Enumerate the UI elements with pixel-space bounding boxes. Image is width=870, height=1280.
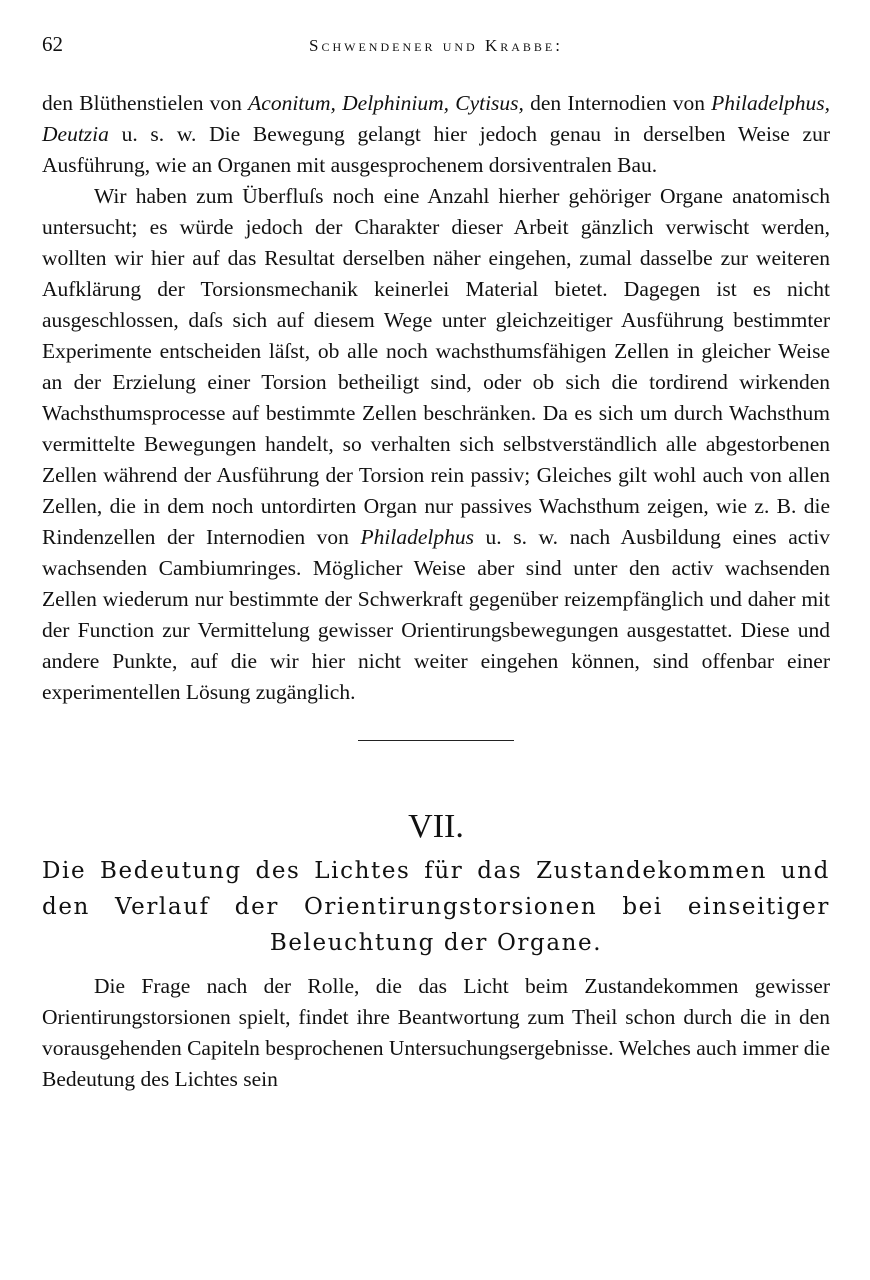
paragraph-continued: [42, 88, 830, 181]
italic-genus-name: Philadelphus: [360, 525, 474, 549]
section-number: VII.: [408, 808, 464, 845]
italic-genus-names: Philadelphus, Deutzia: [42, 91, 831, 146]
section-title: [42, 853, 830, 961]
paragraph-text: u. s. w. Die Bewegung gelangt hier jedoch genau in derselben Weise zur Ausführung, wie an Organen mit ausgesprochenem dorsiventralen Bau.: [42, 122, 830, 177]
paragraph-text: den Blüthenstielen von: [42, 91, 249, 115]
paragraph-light-question: Die Frage nach der Rolle, die das Licht beim Zustandekommen gewisser Orientirungstorsionen spielt, findet ihre Beantwortung zum Theil schon durch die in den vorausgehenden Capiteln besprochenen Untersuchungsergebnisse. Welches auch immer die Bedeutung des Lichtes sein: [42, 974, 830, 1091]
page-number: 62: [42, 32, 63, 56]
section-divider: [358, 740, 514, 741]
italic-genus-names: Aconitum, Delphinium, Cytisus,: [248, 91, 524, 115]
section-title-line: Die Bedeutung des Lichtes für das Zustandekommen und: [42, 858, 830, 884]
paragraph-text: den Internodien von: [523, 91, 712, 115]
paragraph-text: u. s. w. nach Ausbildung eines activ wachsenden Cambiumringes. Möglicher Weise aber sind unter den activ wachsenden Zellen wiederum nur bestimmte der Schwerkraft gegenüber reizempfänglich und daher mit der Function zur Vermittelung gewisser Orientirungsbewegungen ausgestattet. Diese und andere Punkte, auf die wir hier nicht weiter eingehen können, sind offenbar einer experimentellen Lösung zugänglich.: [42, 525, 830, 704]
running-title: Schwendener und Krabbe:: [309, 36, 563, 55]
section-title-line: den Verlauf der Orientirungstorsionen bei einseitiger: [42, 894, 830, 920]
section-title-line: Beleuchtung der Organe.: [269, 930, 603, 956]
paragraph-anatomy: [42, 181, 830, 708]
document-page: [42, 30, 830, 1095]
paragraph-text: Wir haben zum Überfluſs noch eine Anzahl hierher gehöriger Organe anatomisch untersucht; es würde jedoch der Charakter dieser Arbeit gänzlich verwischt werden, wollten wir hier auf das Resultat derselben näher eingehen, zumal dasselbe zur weiteren Aufklärung der Torsionsmechanik keinerlei Material bietet. Dagegen ist es nicht ausgeschlossen, daſs sich auf diesem Wege unter gleichzeitiger Ausführung bestimmter Experimente entscheiden läſst, ob alle noch wachsthumsfähigen Zellen in gleicher Weise an der Erzielung einer Torsion betheiligt sind, oder ob sich die tordirend wirkenden Wachsthumsprocesse auf bestimmte Zellen beschränken. Da es sich um durch Wachsthum vermittelte Bewegungen handelt, so verhalten sich selbstverständlich alle abgestorbenen Zellen während der Ausführung der Torsion rein passiv; Gleiches gilt wohl auch von allen Zellen, die in dem noch untordirten Organ nur passives Wachsthum zeigen, wie z. B. die Rindenzellen der Internodien von: [42, 184, 830, 549]
running-head: [42, 30, 830, 70]
